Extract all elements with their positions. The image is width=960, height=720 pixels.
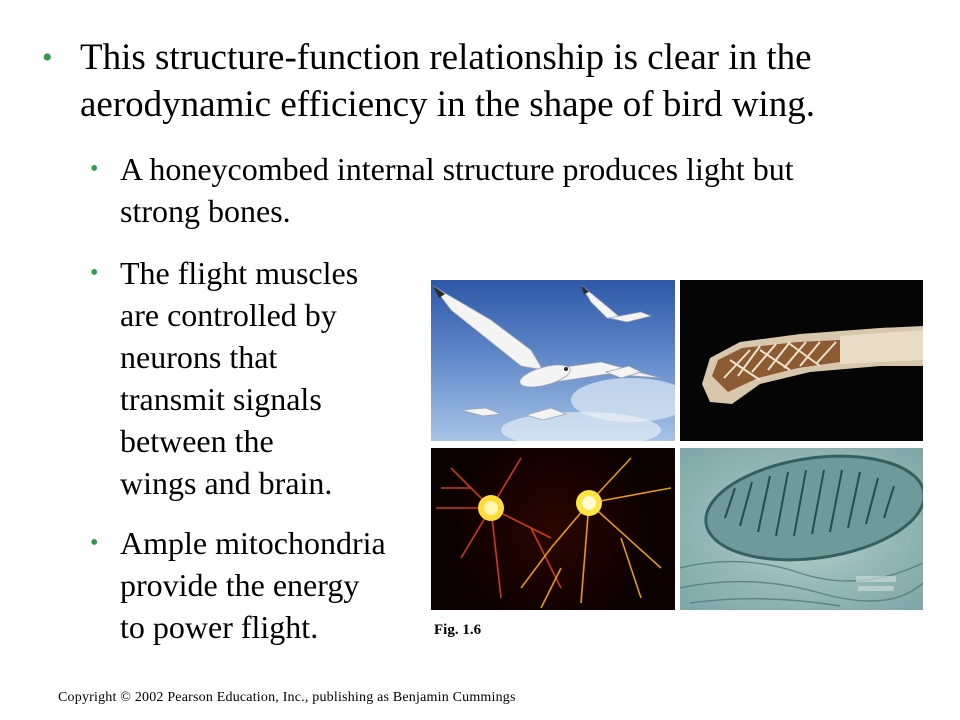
bullet-dot-icon: • [90,530,99,556]
sub-bullet-mitochondria [90,522,420,648]
gulls-in-flight-photo [431,280,675,441]
sub-bullet-text: The flight muscles are controlled by neurons that transmit signals between the wings and brain. [120,255,359,501]
main-bullet [42,34,932,128]
bone-cross-section-photo [680,280,923,441]
bullet-dot-icon: • [42,41,53,74]
mitochondrion-photo [680,448,923,610]
bullet-dot-icon: • [90,156,99,182]
copyright-notice: Copyright © 2002 Pearson Education, Inc., publishing as Benjamin Cummings [58,690,516,705]
sub-bullet-muscles [90,252,420,504]
sub-bullet-text: A honeycombed internal structure produces light but strong bones. [120,151,794,229]
main-bullet-text: This structure-function relationship is clear in the aerodynamic efficiency in the shape of bird wing. [80,37,815,125]
figure-label: Fig. 1.6 [434,622,482,638]
neurons-photo [431,448,675,610]
sub-bullet-bones [90,148,860,232]
bullet-dot-icon: • [90,260,99,286]
sub-bullet-text: Ample mitochondria provide the energy to power flight. [120,525,386,645]
